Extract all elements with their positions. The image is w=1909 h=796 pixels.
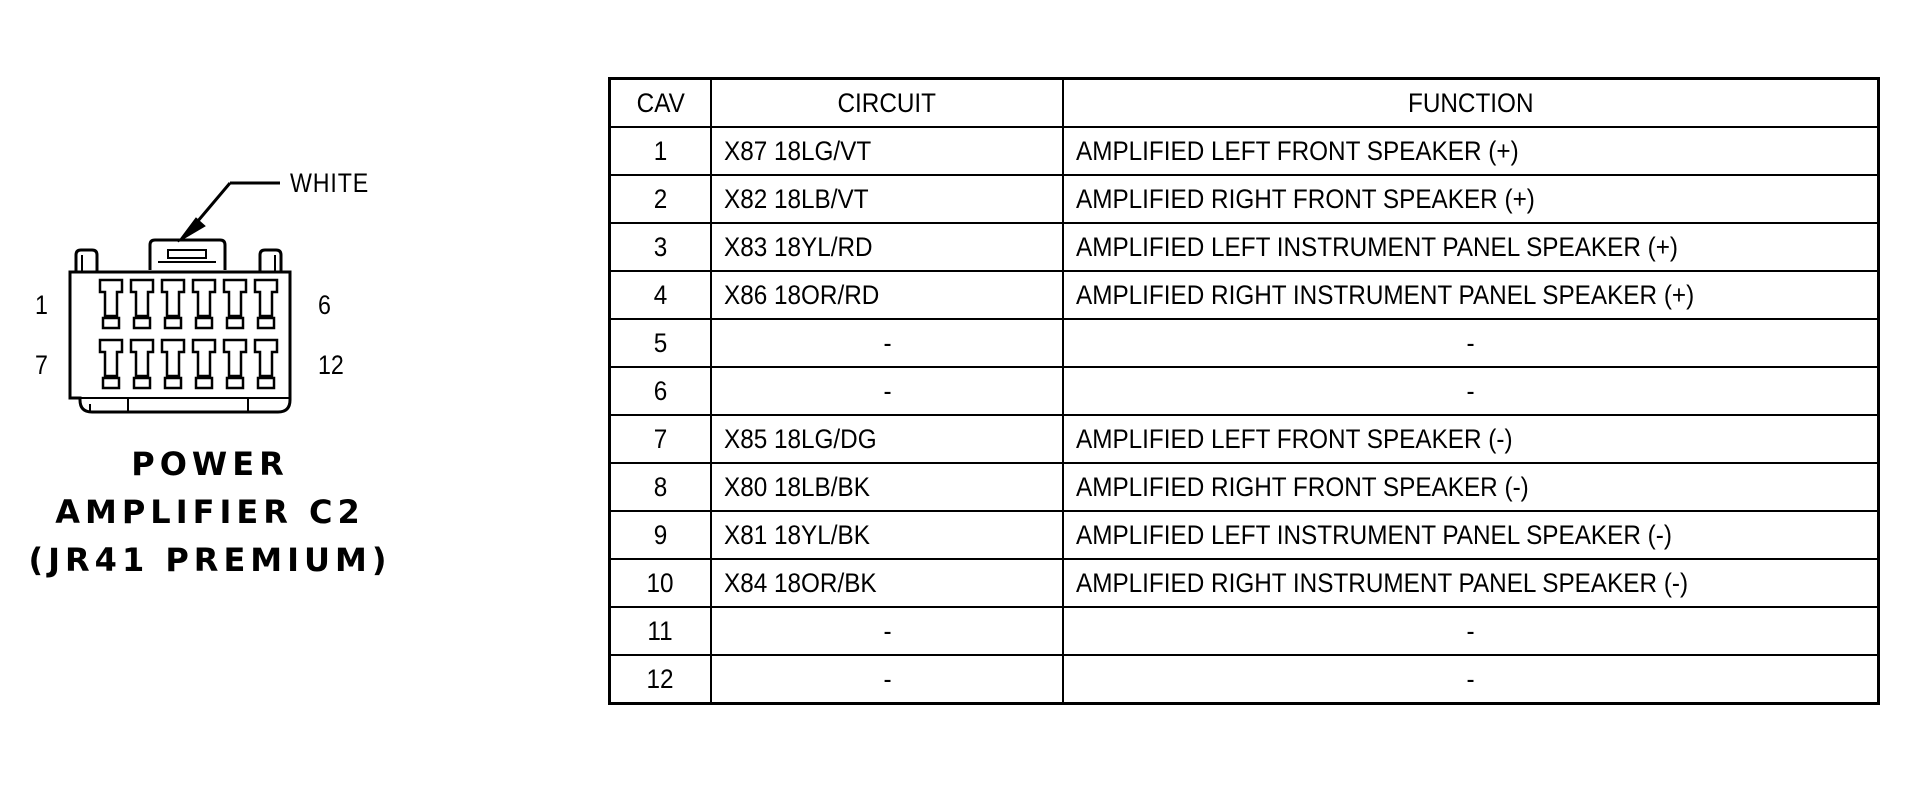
cell-cav: 7 <box>610 415 712 463</box>
cavity-row-bottom <box>100 340 277 388</box>
header-cav: CAV <box>610 79 712 128</box>
cell-circuit: X82 18LB/VT <box>711 175 1063 223</box>
cell-circuit: - <box>711 655 1063 704</box>
cell-cav: 3 <box>610 223 712 271</box>
cell-circuit: - <box>711 367 1063 415</box>
header-function: FUNCTION <box>1063 79 1879 128</box>
cell-circuit: X87 18LG/VT <box>711 127 1063 175</box>
cell-function: - <box>1063 607 1879 655</box>
cell-cav: 11 <box>610 607 712 655</box>
table-row <box>610 175 1879 223</box>
cell-circuit: - <box>711 607 1063 655</box>
connector-title-line-3: (JR41 PREMIUM) <box>28 541 392 579</box>
cell-function: AMPLIFIED RIGHT FRONT SPEAKER (+) <box>1063 175 1879 223</box>
table-row <box>610 463 1879 511</box>
cavity-row-top <box>100 280 277 328</box>
cell-function: AMPLIFIED LEFT FRONT SPEAKER (-) <box>1063 415 1879 463</box>
cell-function: - <box>1063 319 1879 367</box>
connector-drawing <box>0 0 400 460</box>
cell-cav: 9 <box>610 511 712 559</box>
pin-label-7: 7 <box>35 350 48 380</box>
pin-label-12: 12 <box>318 350 344 380</box>
cell-circuit: X85 18LG/DG <box>711 415 1063 463</box>
table-row <box>610 319 1879 367</box>
cell-circuit: - <box>711 319 1063 367</box>
cell-function: AMPLIFIED RIGHT INSTRUMENT PANEL SPEAKER (+) <box>1063 271 1879 319</box>
cell-function: - <box>1063 367 1879 415</box>
connector-title-line-1: POWER <box>131 445 289 483</box>
table-row <box>610 655 1879 704</box>
cell-cav: 12 <box>610 655 712 704</box>
table-row <box>610 415 1879 463</box>
table-row <box>610 607 1879 655</box>
pin-label-6: 6 <box>318 290 331 320</box>
table-row <box>610 271 1879 319</box>
connector-title-line-2: AMPLIFIER C2 <box>55 493 365 531</box>
callout-label-white: WHITE <box>290 168 370 198</box>
cell-function: AMPLIFIED RIGHT INSTRUMENT PANEL SPEAKER (-) <box>1063 559 1879 607</box>
table-row <box>610 367 1879 415</box>
cell-function: - <box>1063 655 1879 704</box>
cell-function: AMPLIFIED LEFT INSTRUMENT PANEL SPEAKER (-) <box>1063 511 1879 559</box>
cell-function: AMPLIFIED LEFT INSTRUMENT PANEL SPEAKER (+) <box>1063 223 1879 271</box>
cell-cav: 10 <box>610 559 712 607</box>
pin-label-1: 1 <box>35 290 48 320</box>
table-row <box>610 511 1879 559</box>
table-row <box>610 559 1879 607</box>
cell-function: AMPLIFIED RIGHT FRONT SPEAKER (-) <box>1063 463 1879 511</box>
cell-cav: 5 <box>610 319 712 367</box>
cell-cav: 2 <box>610 175 712 223</box>
cell-circuit: X80 18LB/BK <box>711 463 1063 511</box>
table-row <box>610 223 1879 271</box>
pinout-table <box>608 77 1880 705</box>
cell-function: AMPLIFIED LEFT FRONT SPEAKER (+) <box>1063 127 1879 175</box>
connector-title <box>20 440 400 584</box>
cell-circuit: X86 18OR/RD <box>711 271 1063 319</box>
cell-circuit: X83 18YL/RD <box>711 223 1063 271</box>
table-header-row <box>610 79 1879 128</box>
callout-arrow <box>178 183 280 242</box>
cell-circuit: X84 18OR/BK <box>711 559 1063 607</box>
cell-circuit: X81 18YL/BK <box>711 511 1063 559</box>
cell-cav: 4 <box>610 271 712 319</box>
cell-cav: 6 <box>610 367 712 415</box>
header-circuit: CIRCUIT <box>711 79 1063 128</box>
cell-cav: 1 <box>610 127 712 175</box>
table-body <box>610 127 1879 704</box>
table-row <box>610 127 1879 175</box>
cell-cav: 8 <box>610 463 712 511</box>
